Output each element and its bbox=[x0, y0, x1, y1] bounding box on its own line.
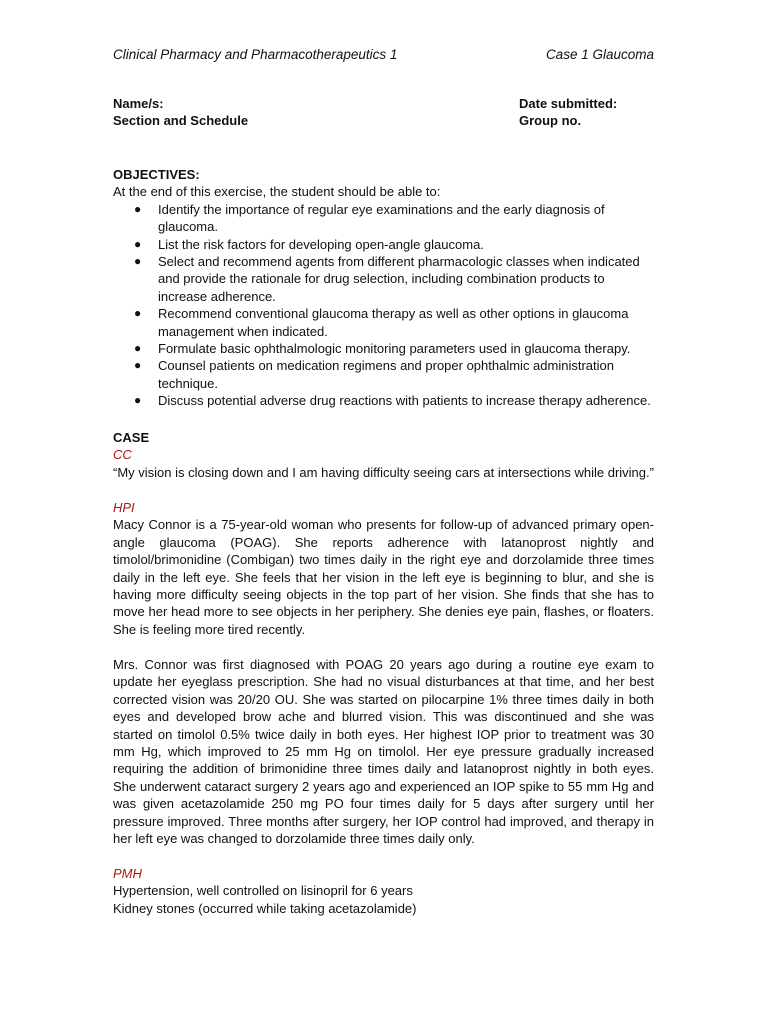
case-section bbox=[113, 429, 654, 481]
hpi-paragraph-1: Macy Connor is a 75-year-old woman who presents for follow-up of advanced primary open-angle glaucoma (POAG). She reports adherence with latanoprost nightly and timolol/brimonidine (Combigan) two times daily in the right eye and dorzolamide three times daily in the left eye. She feels that her vision in the left eye is beginning to blur, and she is having more difficulty seeing objects in the top part of her vision. She finds that she has to move her head more to see objects in her periphery. She denies eye pain, flashes, or floaters. She is feeling more tired recently. bbox=[113, 517, 654, 637]
list-item: ● Identify the importance of regular eye examinations and the early diagnosis of glaucoma. bbox=[134, 201, 605, 235]
cc-text: “My vision is closing down and I am having difficulty seeing cars at intersections while driving.” bbox=[113, 464, 654, 480]
submission-meta bbox=[113, 95, 654, 130]
case-heading: CASE bbox=[113, 430, 150, 445]
objectives-intro: At the end of this exercise, the student should be able to: bbox=[113, 184, 441, 200]
objectives-heading: OBJECTIVES: bbox=[113, 167, 200, 182]
objectives-section bbox=[113, 166, 654, 410]
bullet-icon: ● bbox=[134, 393, 142, 408]
hpi-paragraph-2: Mrs. Connor was first diagnosed with POAG 20 years ago during a routine eye exam to update her eyeglass prescription. She had no visual disturbances at that time, and her best corrected vision was 20/20 OU. She was started on pilocarpine 1% three times daily in both eyes and developed brow ache and blurred vision. This was discontinued and she was started on timolol 0.5% twice daily in both eyes. Her highest IOP prior to treatment was 30 mm Hg, which improved to 25 mm Hg on timolol. Her eye pressure gradually increased requiring the addition of brimonidine three times daily and latanoprost nightly in both eyes. She underwent cataract surgery 2 years ago and experienced an IOP spike to 55 mm Hg and was given acetazolamide 250 mg PO four times daily for 5 days after surgery until her pressure improved. Three months after surgery, her IOP control had improved, and therapy in her left eye was changed to dorzolamide three times daily only. bbox=[113, 657, 654, 847]
bullet-icon: ● bbox=[134, 306, 142, 321]
objectives-list bbox=[113, 201, 654, 410]
bullet-icon: ● bbox=[134, 236, 142, 251]
pmh-line: Kidney stones (occurred while taking acetazolamide) bbox=[113, 900, 417, 916]
cc-label: CC bbox=[113, 447, 132, 463]
hpi-paragraph-2-block bbox=[113, 656, 654, 847]
hpi-label: HPI bbox=[113, 500, 135, 515]
list-item: ● Formulate basic ophthalmologic monitoring parameters used in glaucoma therapy. bbox=[134, 341, 631, 357]
date-submitted-label: Date submitted: bbox=[519, 96, 618, 111]
bullet-icon: ● bbox=[134, 254, 142, 269]
bullet-icon: ● bbox=[134, 341, 142, 356]
pmh-label: PMH bbox=[113, 866, 142, 881]
list-item: ● Recommend conventional glaucoma therapy as well as other options in glaucoma management when indicated. bbox=[134, 306, 629, 339]
case-label: Case 1 Glaucoma bbox=[545, 47, 654, 62]
running-header bbox=[113, 46, 654, 63]
section-schedule-label: Section and Schedule bbox=[113, 113, 249, 129]
pmh-section bbox=[113, 865, 654, 917]
pmh-line: Hypertension, well controlled on lisinopril for 6 years bbox=[113, 883, 413, 899]
group-no-label: Group no. bbox=[519, 113, 582, 129]
list-item: ● Counsel patients on medication regimens and proper ophthalmic administration technique. bbox=[134, 358, 614, 391]
hpi-section bbox=[113, 499, 654, 638]
bullet-icon: ● bbox=[134, 201, 142, 216]
list-item: ● Discuss potential adverse drug reactions with patients to increase therapy adherence. bbox=[134, 393, 651, 409]
bullet-icon: ● bbox=[134, 358, 142, 373]
list-item: ● List the risk factors for developing open-angle glaucoma. bbox=[134, 236, 484, 252]
course-title: Clinical Pharmacy and Pharmacotherapeutics 1 bbox=[113, 47, 398, 62]
list-item: ● Select and recommend agents from different pharmacologic classes when indicated and provide the rationale for drug selection, including combination products to increase adherence. bbox=[134, 254, 640, 304]
name-label: Name/s: bbox=[113, 96, 164, 111]
